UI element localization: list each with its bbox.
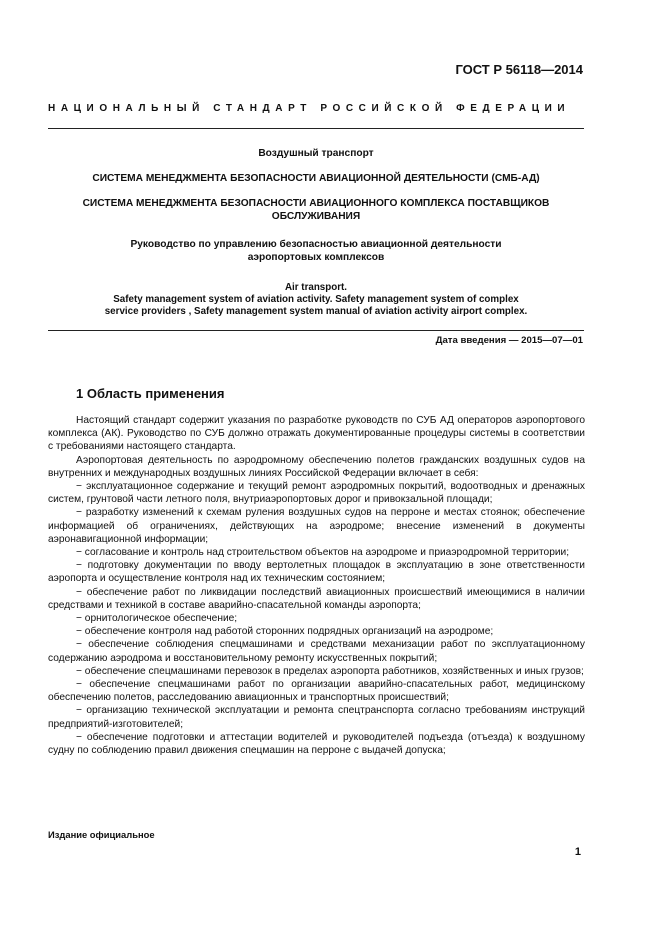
list-item: − обеспечение работ по ликвидации последствий авиационных происшествий имеющимися в наличии средствами и техникой в составе аварийно-спасательной команды аэропорта; [48, 586, 585, 611]
paragraph: Настоящий стандарт содержит указания по разработке руководств по СУБ АД операторов аэропортового комплекса (АК). Руководство по СУБ должно отражать документированные процедуры системы в соответствии с требованиями настоящего стандарта. [48, 415, 585, 453]
title-divider [48, 330, 584, 331]
top-divider [48, 128, 584, 129]
english-title-line3: service providers , Safety management system manual of aviation activity airport complex. [104, 306, 528, 317]
guide-title-line1: Руководство по управлению безопасностью авиационной деятельности [130, 239, 502, 250]
document-number: ГОСТ Р 56118—2014 [455, 62, 583, 77]
list-item: − разработку изменений к схемам руления воздушных судов на перроне и местах стоянок; обеспечение информацией об ограничениях, действующих на аэродроме; внесение изменений в документы аэронавигационной информации; [48, 507, 585, 545]
guide-title-line2: аэропортовых комплексов [247, 252, 385, 263]
english-title-line2: Safety management system of aviation activity. Safety management system of complex [113, 294, 519, 305]
section-heading: 1 Область применения [76, 386, 225, 401]
list-item: − подготовку документации по вводу вертолетных площадок в эксплуатацию в зоне ответственности аэропорта и осуществление контроля над их техническим состоянием; [48, 560, 585, 585]
list-item: − организацию технической эксплуатации и ремонта спецтранспорта согласно требованиям инструкций предприятий-изготовителей; [48, 705, 585, 730]
edition-label: Издание официальное [48, 829, 155, 840]
main-title-2: СИСТЕМА МЕНЕДЖМЕНТА БЕЗОПАСНОСТИ АВИАЦИОННОГО КОМПЛЕКСА ПОСТАВЩИКОВ ОБСЛУЖИВАНИЯ [82, 198, 550, 222]
list-item: − обеспечение спецмашинами перевозок в пределах аэропорта работников, хозяйственных и иных грузов; [76, 665, 584, 677]
national-standard-banner: НАЦИОНАЛЬНЫЙ СТАНДАРТ РОССИЙСКОЙ ФЕДЕРАЦИИ [48, 103, 571, 114]
english-title-line1: Air transport. [284, 282, 348, 293]
list-item: − обеспечение соблюдения спецмашинами и средствами механизации работ по эксплуатационному содержанию аэродрома и восстановительному ремонту искусственных покрытий; [48, 639, 585, 664]
list-item: − согласование и контроль над строительством объектов на аэродроме и приаэродромной территории; [76, 547, 570, 559]
paragraph: Аэропортовая деятельность по аэродромному обеспечению полетов гражданских воздушных судов на внутренних и международных воздушных линиях Российской Федерации включает в себя: [48, 454, 585, 479]
introduction-date: Дата введения — 2015—07—01 [435, 335, 583, 346]
list-item: − обеспечение подготовки и аттестации водителей и руководителей подъезда (отъезда) к воздушному судну по соблюдению правил движения спецмашин на перроне с выдачей допуска; [48, 731, 585, 757]
page-number: 1 [574, 846, 581, 858]
subject-title: Воздушный транспорт [258, 148, 374, 159]
english-title [48, 282, 584, 318]
list-item: − обеспечение контроля над работой сторонних подрядных организаций на аэродроме; [76, 626, 494, 638]
list-item: − орнитологическое обеспечение; [76, 613, 238, 625]
list-item: − эксплуатационное содержание и текущий ремонт аэродромных покрытий, водоотводных и дренажных систем, грунтовой части летного поля, внутриаэропортовых дорог и привокзальной площади; [48, 481, 585, 506]
section-body [48, 414, 585, 757]
list-item: − обеспечение спецмашинами работ по организации аварийно-спасательных работ, медицинскому обеспечению полетов, расследованию авиационных и транспортных происшествий; [48, 679, 585, 704]
guide-title [48, 238, 584, 264]
main-title-1: СИСТЕМА МЕНЕДЖМЕНТА БЕЗОПАСНОСТИ АВИАЦИОННОЙ ДЕЯТЕЛЬНОСТИ (СМБ-АД) [92, 173, 540, 184]
